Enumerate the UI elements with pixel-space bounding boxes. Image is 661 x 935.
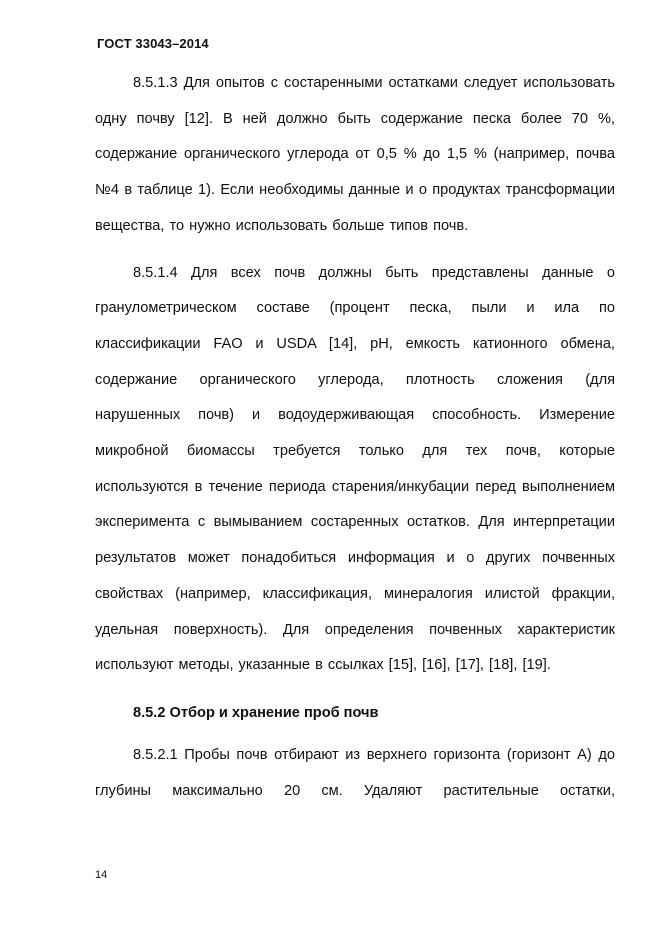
paragraph-8-5-1-3: 8.5.1.3 Для опытов с состаренными остатками следует использовать одну почву [12]. В ней должно быть содержание песка более 70 %, содержание органического углерода от 0,5 % до 1,5 % (например, почва №4 в таблице 1). Если необходимы данные и о продуктах трансформации вещества, то нужно использовать больше типов почв. [95,75,615,234]
paragraph-8-5-2-1: 8.5.2.1 Пробы почв отбирают из верхнего горизонта (горизонт А) до глубины максимально 20 см. Удаляют растительные остатки, [95,746,615,799]
section-heading-8-5-2: 8.5.2 Отбор и хранение проб почв [133,704,379,721]
page-number: 14 [95,869,108,881]
standard-code-header: ГОСТ 33043–2014 [97,36,209,51]
paragraph-8-5-1-4: 8.5.1.4 Для всех почв должны быть представлены данные о гранулометрическом составе (процент песка, пыли и ила по классификации FAO и USDA [14], pH, емкость катионного обмена, содержание органического углерода, плотность сложения (для нарушенных почв) и водоудерживающая способность. Измерение микробной биомассы требуется только для тех почв, которые используются в течение периода старения/инкубации перед выполнением эксперимента с вымыванием состаренных остатков. Для интерпретации результатов может понадобиться информация и о других почвенных свойствах (например, классификация, минералогия илистой фракции, удельная поверхность). Для определения почвенных характеристик используют методы, указанные в ссылках [15], [16], [17], [18], [19]. [95,264,615,674]
document-body [95,66,615,809]
